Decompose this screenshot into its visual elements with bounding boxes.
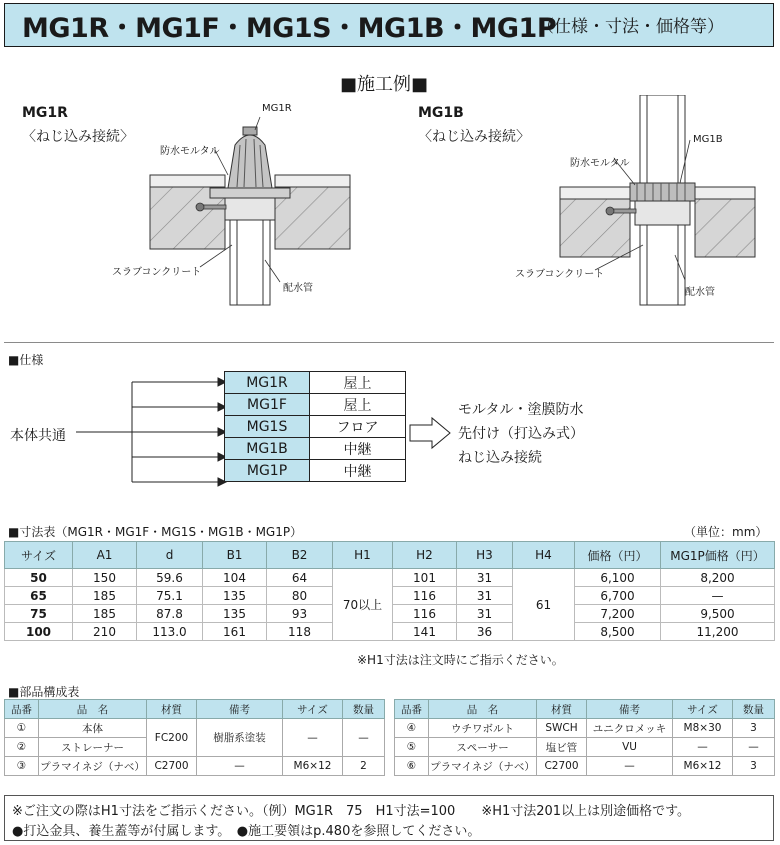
spec-row [225,438,406,460]
cell-b1: 104 [203,569,267,587]
parts-table-right [394,699,775,776]
spec-model: MG1B [225,438,310,460]
cell-d: 59.6 [137,569,203,587]
cell-qty: — [733,738,775,757]
cell-qty: 2 [343,757,385,776]
figure-right-pipe-label: 配水管 [685,287,715,298]
spec-model: MG1F [225,394,310,416]
cell-name: ストレーナー [39,738,147,757]
figure-left-mortar-label: 防水モルタル [160,146,220,157]
figure-right-part-label: MG1B [693,134,723,145]
cell-note: — [197,757,283,776]
parts-heading: ■部品構成表 [8,685,80,699]
cell-p-price: — [661,587,775,605]
figure-left-part-label: MG1R [262,103,292,114]
column-header: サイズ [673,700,733,719]
cell-size: — [673,738,733,757]
cell-h3: 31 [457,569,513,587]
column-header: MG1P価格（円） [661,542,775,569]
cell-d: 113.0 [137,623,203,641]
cell-material: SWCH [537,719,587,738]
page-title: MG1R・MG1F・MG1S・MG1B・MG1P [22,13,557,44]
spec-row [225,372,406,394]
cell-note: 樹脂系塗装 [197,719,283,757]
column-header: サイズ [283,700,343,719]
spec-location: 中継 [310,460,406,482]
table-row [5,719,385,738]
column-header: 数量 [343,700,385,719]
table-row [5,757,385,776]
cell-name: プラマイネジ（ナベ） [39,757,147,776]
cell-qty: — [343,719,385,757]
cell-name: プラマイネジ（ナベ） [429,757,537,776]
cell-name: 本体 [39,719,147,738]
table-row [395,757,775,776]
column-header: H4 [513,542,575,569]
column-header: 品 名 [429,700,537,719]
dimensions-heading: ■寸法表（MG1R・MG1F・MG1S・MG1B・MG1P） [8,525,303,539]
table-row [395,738,775,757]
cell-b1: 135 [203,587,267,605]
parts-header-row [395,700,775,719]
cell-size: M6×12 [283,757,343,776]
cell-material: 塩ビ管 [537,738,587,757]
cell-no: ⑥ [395,757,429,776]
column-header: 品番 [395,700,429,719]
cell-size: 50 [5,569,73,587]
cell-size: 100 [5,623,73,641]
spec-heading: ■仕様 [8,353,44,367]
cell-h3: 31 [457,587,513,605]
cell-size: M8×30 [673,719,733,738]
dimensions-note: ※H1寸法は注文時にご指示ください。 [357,653,564,667]
cell-no: ② [5,738,39,757]
cell-no: ⑤ [395,738,429,757]
spec-feature: モルタル・塗膜防水 [458,402,584,418]
cell-a1: 185 [73,587,137,605]
cell-h4: 61 [513,569,575,641]
parts-header-row [5,700,385,719]
cell-p-price: 9,500 [661,605,775,623]
figure-right-mortar-label: 防水モルタル [570,158,630,169]
column-header: H3 [457,542,513,569]
cell-no: ① [5,719,39,738]
cell-b2: 118 [267,623,333,641]
cell-h3: 36 [457,623,513,641]
spec-feature: 先付け（打込み式） [458,426,584,442]
cell-h1: 70以上 [333,569,393,641]
spec-model: MG1P [225,460,310,482]
cell-h2: 101 [393,569,457,587]
column-header: 価格（円） [575,542,661,569]
spec-arrows [70,370,230,500]
cell-size: 75 [5,605,73,623]
example-title: ■施工例■ [340,74,429,95]
column-header: A1 [73,542,137,569]
cell-b2: 93 [267,605,333,623]
table-row [395,719,775,738]
figure-left-pipe-label: 配水管 [283,283,313,294]
spec-location: 中継 [310,438,406,460]
cell-b1: 135 [203,605,267,623]
figure-right-label: MG1B [418,105,464,121]
cell-d: 87.8 [137,605,203,623]
cell-note: VU [587,738,673,757]
cell-no: ③ [5,757,39,776]
column-header: B1 [203,542,267,569]
spec-location: 屋上 [310,372,406,394]
section-divider [4,342,774,343]
column-header: H2 [393,542,457,569]
cell-p-price: 8,200 [661,569,775,587]
note-line: ※ご注文の際はH1寸法をご指示ください。（例）MG1R 75 H1寸法=100 ※H1寸法201以上は別途価格です。 [12,804,691,819]
column-header: d [137,542,203,569]
spec-feature: ねじ込み接続 [458,450,542,466]
spec-table [224,371,406,482]
cell-note: — [587,757,673,776]
cell-note: ユニクロメッキ [587,719,673,738]
column-header: 材質 [147,700,197,719]
column-header: サイズ [5,542,73,569]
spec-common-label: 本体共通 [10,428,66,444]
cell-material: C2700 [537,757,587,776]
cell-qty: 3 [733,719,775,738]
cell-no: ④ [395,719,429,738]
spec-model: MG1R [225,372,310,394]
cell-h2: 116 [393,605,457,623]
column-header: 数量 [733,700,775,719]
note-line: ●打込金具、養生蓋等が付属します。 ●施工要領はp.480を参照してください。 [12,824,481,839]
cell-h3: 31 [457,605,513,623]
dimensions-table [4,541,775,641]
spec-big-arrow [408,416,452,450]
spec-features [458,398,584,470]
cell-d: 75.1 [137,587,203,605]
column-header: 備考 [587,700,673,719]
cell-material: C2700 [147,757,197,776]
column-header: 材質 [537,700,587,719]
cell-b2: 64 [267,569,333,587]
spec-location: フロア [310,416,406,438]
cell-size: 65 [5,587,73,605]
cell-price: 7,200 [575,605,661,623]
cell-a1: 150 [73,569,137,587]
cell-h2: 116 [393,587,457,605]
cell-name: ウチワボルト [429,719,537,738]
figure-left-connection: 〈ねじ込み接続〉 [22,129,134,145]
cell-price: 6,100 [575,569,661,587]
dimensions-header-row [5,542,775,569]
cell-p-price: 11,200 [661,623,775,641]
spec-row [225,394,406,416]
cell-h2: 141 [393,623,457,641]
cell-name: スペーサー [429,738,537,757]
cell-price: 6,700 [575,587,661,605]
column-header: 品番 [5,700,39,719]
spec-row [225,416,406,438]
spec-row [225,460,406,482]
figure-left-label: MG1R [22,105,68,121]
figure-right-slab-label: スラブコンクリート [515,269,605,280]
column-header: 備考 [197,700,283,719]
table-row [5,569,775,587]
column-header: B2 [267,542,333,569]
cell-size: M6×12 [673,757,733,776]
parts-table-left [4,699,385,776]
figure-left-slab-label: スラブコンクリート [112,267,202,278]
cell-qty: 3 [733,757,775,776]
cell-price: 8,500 [575,623,661,641]
page-subtitle: （仕様・寸法・価格等） [537,17,724,37]
cell-b1: 161 [203,623,267,641]
figure-right-connection: 〈ねじ込み接続〉 [418,129,530,145]
cell-material: FC200 [147,719,197,757]
cell-a1: 185 [73,605,137,623]
cell-size: — [283,719,343,757]
spec-model: MG1S [225,416,310,438]
column-header: 品 名 [39,700,147,719]
spec-location: 屋上 [310,394,406,416]
dimensions-unit: （単位：mm） [684,525,768,539]
cell-b2: 80 [267,587,333,605]
cell-a1: 210 [73,623,137,641]
column-header: H1 [333,542,393,569]
